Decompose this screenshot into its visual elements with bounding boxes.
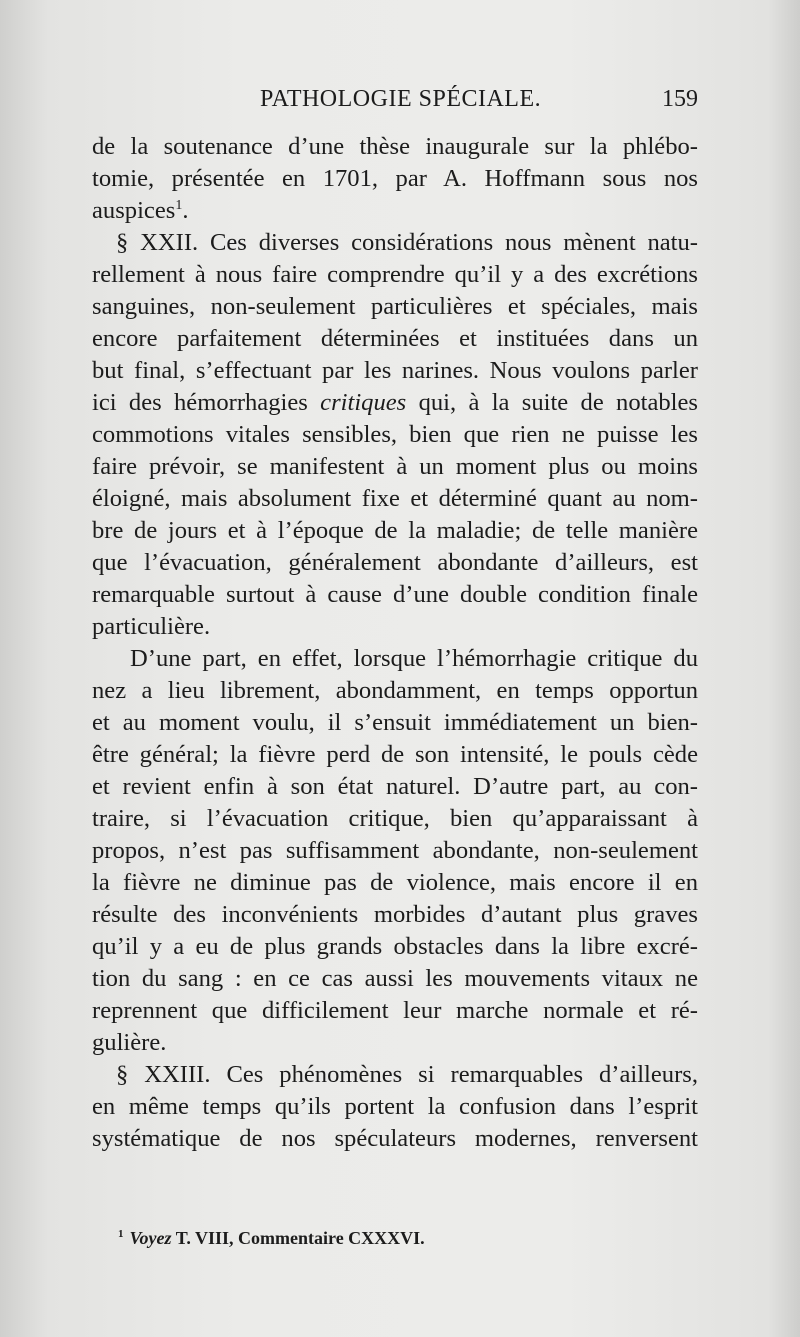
footnote-label: Voyez: [129, 1228, 172, 1248]
text-line: particulière.: [92, 613, 211, 640]
italic-word: critiques: [320, 389, 407, 416]
text-line: rellement à nous faire comprendre qu’il y a des excrétions: [92, 261, 698, 288]
text-line: de la soutenance d’une thèse inaugurale sur la phlébo-: [92, 133, 698, 160]
page-number: 159: [662, 86, 698, 112]
auspices-word: auspices: [92, 197, 176, 224]
page-title: PATHOLOGIE SPÉCIALE.: [260, 86, 542, 112]
footnote: [118, 1228, 425, 1249]
text-line: bre de jours et à l’époque de la maladie; de telle manière: [92, 517, 698, 544]
text-line: traire, si l’évacuation critique, bien qu’apparaissant à: [92, 805, 698, 832]
text-line: et au moment voulu, il s’ensuit immédiatement un bien-: [92, 709, 698, 736]
text-line: gulière.: [92, 1029, 167, 1056]
text-line: qu’il y a eu de plus grands obstacles dans la libre excré-: [92, 933, 698, 960]
running-head: [104, 86, 698, 126]
auspices-period: .: [182, 197, 189, 224]
text-line: remarquable surtout à cause d’une double condition finale: [92, 581, 698, 608]
text-line: en même temps qu’ils portent la confusion dans l’esprit: [92, 1093, 698, 1120]
text-line: la fièvre ne diminue pas de violence, mais encore il en: [92, 869, 698, 896]
text-line: faire prévoir, se manifestent à un moment plus ou moins: [92, 453, 698, 480]
text-line: propos, n’est pas suffisamment abondante, non-seulement: [92, 837, 698, 864]
footnote-text: T. VIII, Commentaire CXXXVI.: [175, 1228, 425, 1248]
text-line: § XXII. Ces diverses considérations nous mènent natu-: [116, 229, 698, 256]
text-line: et revient enfin à son état naturel. D’autre part, au con-: [92, 773, 698, 800]
text-fragment: qui, à la suite de notables: [418, 389, 699, 416]
text-line: tion du sang : en ce cas aussi les mouvements vitaux ne: [92, 965, 698, 992]
text-line: commotions vitales sensibles, bien que rien ne puisse les: [92, 421, 698, 448]
text-line: D’une part, en effet, lorsque l’hémorrhagie critique du: [130, 645, 698, 672]
footnote-number: 1: [118, 1228, 124, 1240]
text-line: résulte des inconvénients morbides d’autant plus graves: [92, 901, 698, 928]
text-line: éloigné, mais absolument fixe et déterminé quant au nom-: [92, 485, 698, 512]
text-line: systématique de nos spéculateurs modernes, renversent: [92, 1125, 698, 1152]
text-line: sanguines, non-seulement particulières et spéciales, mais: [92, 293, 698, 320]
text-line: être général; la fièvre perd de son intensité, le pouls cède: [92, 741, 698, 768]
footnote-ref: 1: [175, 197, 183, 213]
text-line: encore parfaitement déterminées et instituées dans un: [92, 325, 698, 352]
text-line: § XXIII. Ces phénomènes si remarquables d’ailleurs,: [116, 1061, 698, 1088]
text-line: que l’évacuation, généralement abondante d’ailleurs, est: [92, 549, 698, 576]
text-line: nez a lieu librement, abondamment, en temps opportun: [92, 677, 698, 704]
body-text: [92, 131, 698, 1155]
text-fragment: ici des hémorrhagies: [92, 389, 308, 416]
text-line: [92, 195, 698, 227]
text-line: tomie, présentée en 1701, par A. Hoffmann sous nos: [92, 165, 698, 192]
text-line: but final, s’effectuant par les narines. Nous voulons parler: [92, 357, 698, 384]
text-line: reprennent que difficilement leur marche normale et ré-: [92, 997, 698, 1024]
text-line: [92, 387, 698, 419]
